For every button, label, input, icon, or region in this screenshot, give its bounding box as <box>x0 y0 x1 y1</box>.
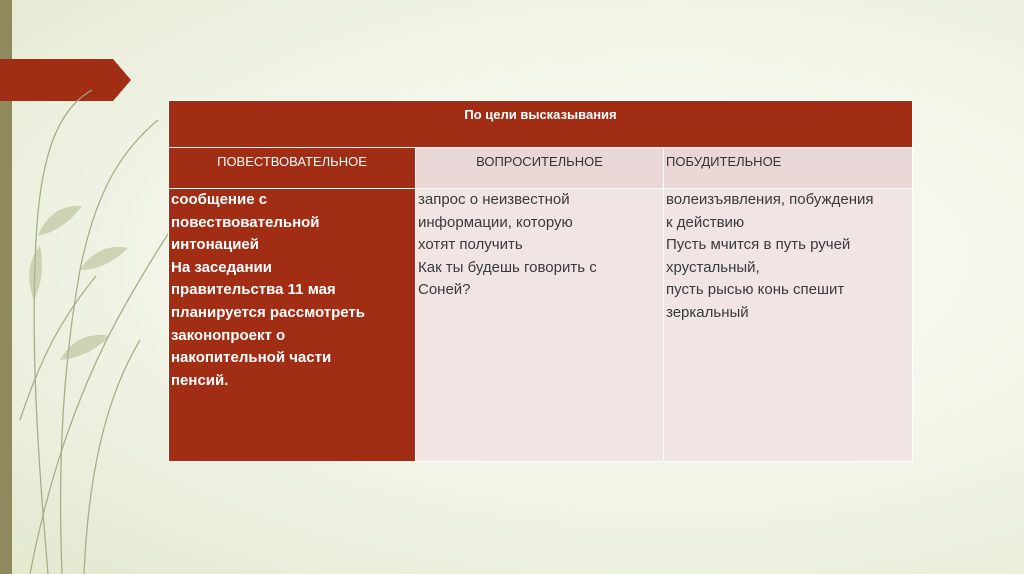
cell-text-line: правительства 11 мая <box>171 281 336 299</box>
cell-text-line: хрустальный, <box>666 258 760 276</box>
cell-text-line: запрос о неизвестной <box>418 191 570 208</box>
cell-text-line: информации, которую <box>418 213 573 231</box>
column-header-label: ВОПРОСИТЕЛЬНОЕ <box>476 154 603 169</box>
column-header-imperative <box>664 148 913 189</box>
cell-text-line: интонацией <box>171 236 260 254</box>
cell-text-line: волеизъявления, побуждения <box>666 191 874 208</box>
cell-text-line: к действию <box>666 213 745 231</box>
cell-text-line: Пусть мчится в путь ручей <box>666 236 851 254</box>
arrow-banner <box>0 59 131 101</box>
cell-text-line: пусть рысью конь спешит <box>666 281 845 299</box>
cell-text-line: повествовательной <box>171 213 320 231</box>
cell-text-line: планируется рассмотреть <box>171 303 365 321</box>
column-header-interrogative <box>416 148 664 189</box>
imperative-cell <box>664 189 913 462</box>
cell-text-line: Соней? <box>418 281 471 299</box>
cell-text-line: накопительной части <box>171 349 332 367</box>
table-title: По цели высказывания <box>464 107 617 122</box>
cell-text-line: зеркальный <box>666 303 749 321</box>
cell-text-line: законопроект о <box>171 326 286 344</box>
narrative-cell <box>169 189 416 462</box>
cell-text-line: пенсий. <box>171 371 229 389</box>
column-header-label: ПОВЕСТВОВАТЕЛЬНОЕ <box>217 154 367 169</box>
column-header-label: ПОБУДИТЕЛЬНОЕ <box>666 154 782 169</box>
sentence-types-table <box>168 100 913 462</box>
cell-text-line: сообщение с <box>171 191 268 208</box>
interrogative-cell <box>416 189 664 462</box>
cell-text-line: Как ты будешь говорить с <box>418 258 597 276</box>
column-header-narrative <box>169 148 416 189</box>
cell-text-line: На заседании <box>171 258 272 276</box>
cell-text-line: хотят получить <box>418 236 523 254</box>
table-title-cell <box>169 101 913 148</box>
